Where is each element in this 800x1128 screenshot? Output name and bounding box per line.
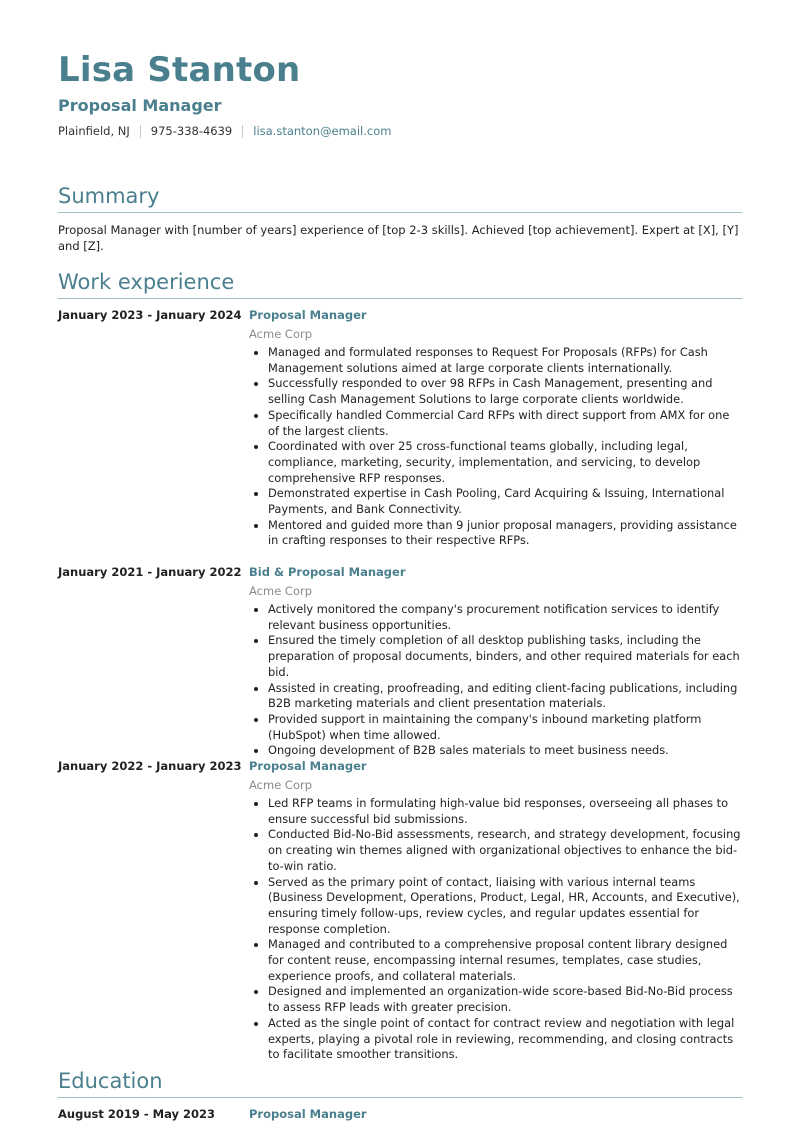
job-bullet: • Ongoing development of B2B sales materials to meet business needs. xyxy=(268,743,742,759)
contact-line xyxy=(58,124,391,138)
job-bullet: • Managed and formulated responses to Request For Proposals (RFPs) for Cash Management solutions aimed at large corporate clients internationally. xyxy=(268,345,742,376)
job-dates: January 2021 - January 2022 xyxy=(58,565,242,579)
contact-phone: 975-338-4639 xyxy=(150,124,233,138)
job-bullet: • Assisted in creating, proofreading, and editing client-facing publications, including B2B marketing materials and client presentation materials. xyxy=(268,681,742,712)
work-experience-heading: Work experience xyxy=(58,270,742,299)
job-bullet: • Mentored and guided more than 9 junior proposal managers, providing assistance in crafting responses to their respective RFPs. xyxy=(268,518,742,549)
summary-heading: Summary xyxy=(58,184,742,213)
job-bullet: • Designed and implemented an organization-wide score-based Bid-No-Bid process to assess RFP leads with greater precision. xyxy=(268,984,742,1015)
job-role: Proposal Manager xyxy=(249,308,367,322)
job-body xyxy=(249,565,742,759)
job-bullet: • Actively monitored the company's procurement notification services to identify relevant business opportunities. xyxy=(268,602,742,633)
job-body xyxy=(249,308,742,549)
candidate-title: Proposal Manager xyxy=(58,96,222,115)
job-bullet: • Ensured the timely completion of all desktop publishing tasks, including the preparation of proposal documents, binders, and other required materials for each bid. xyxy=(268,633,742,680)
job-bullet: • Managed and contributed to a comprehensive proposal content library designed for content reuse, encompassing internal resumes, templates, case studies, experience proofs, and collateral materials. xyxy=(268,937,742,984)
job-body xyxy=(249,759,742,1063)
job-bullet: • Provided support in maintaining the company's inbound marketing platform (HubSpot) when time allowed. xyxy=(268,712,742,743)
education-dates: August 2019 - May 2023 xyxy=(58,1107,215,1121)
job-company: Acme Corp xyxy=(249,584,313,598)
job-bullets xyxy=(249,602,742,759)
job-dates: January 2022 - January 2023 xyxy=(58,759,242,773)
job-bullet: • Coordinated with over 25 cross-functional teams globally, including legal, compliance, marketing, security, implementation, and servicing, to develop comprehensive RFP responses. xyxy=(268,439,742,486)
job-bullet: • Served as the primary point of contact, liaising with various internal teams (Business Development, Operations, Product, Legal, HR, Accounts, and Executive), ensuring timely follow-ups, review cycles, and regular updates essential for response completion. xyxy=(268,875,742,938)
job-role: Bid & Proposal Manager xyxy=(249,565,406,579)
job-bullet: • Conducted Bid-No-Bid assessments, research, and strategy development, focusing on creating win themes aligned with organizational objectives to enhance the bid-to-win ratio. xyxy=(268,827,742,874)
job-role: Proposal Manager xyxy=(249,759,367,773)
job-dates: January 2023 - January 2024 xyxy=(58,308,242,322)
education-body xyxy=(249,1107,742,1122)
contact-divider xyxy=(242,125,243,138)
job-company: Acme Corp xyxy=(249,778,313,792)
contact-location: Plainfield, NJ xyxy=(58,124,130,138)
job-bullet: • Led RFP teams in formulating high-value bid responses, overseeing all phases to ensure successful bid submissions. xyxy=(268,796,742,827)
education-heading: Education xyxy=(58,1069,742,1098)
candidate-name: Lisa Stanton xyxy=(58,50,301,90)
job-bullet: • Successfully responded to over 98 RFPs in Cash Management, presenting and selling Cash Management Solutions to large corporate clients worldwide. xyxy=(268,376,742,407)
job-bullets xyxy=(249,796,742,1063)
summary-text: Proposal Manager with [number of years] experience of [top 2-3 skills]. Achieved [top achievement]. Expert at [X], [Y] and [Z]. xyxy=(58,223,739,253)
job-bullet: • Demonstrated expertise in Cash Pooling, Card Acquiring & Issuing, International Payments, and Bank Connectivity. xyxy=(268,486,742,517)
contact-divider xyxy=(140,125,141,138)
job-bullets xyxy=(249,345,742,549)
contact-email-link[interactable]: lisa.stanton@email.com xyxy=(253,124,392,138)
job-company: Acme Corp xyxy=(249,327,313,341)
education-degree: Proposal Manager xyxy=(249,1107,367,1121)
job-bullet: • Specifically handled Commercial Card RFPs with direct support from AMX for one of the largest clients. xyxy=(268,408,742,439)
job-bullet: • Acted as the single point of contact for contract review and negotiation with legal experts, playing a pivotal role in reviewing, recommending, and closing contracts to facilitate smoother transitions. xyxy=(268,1016,742,1063)
